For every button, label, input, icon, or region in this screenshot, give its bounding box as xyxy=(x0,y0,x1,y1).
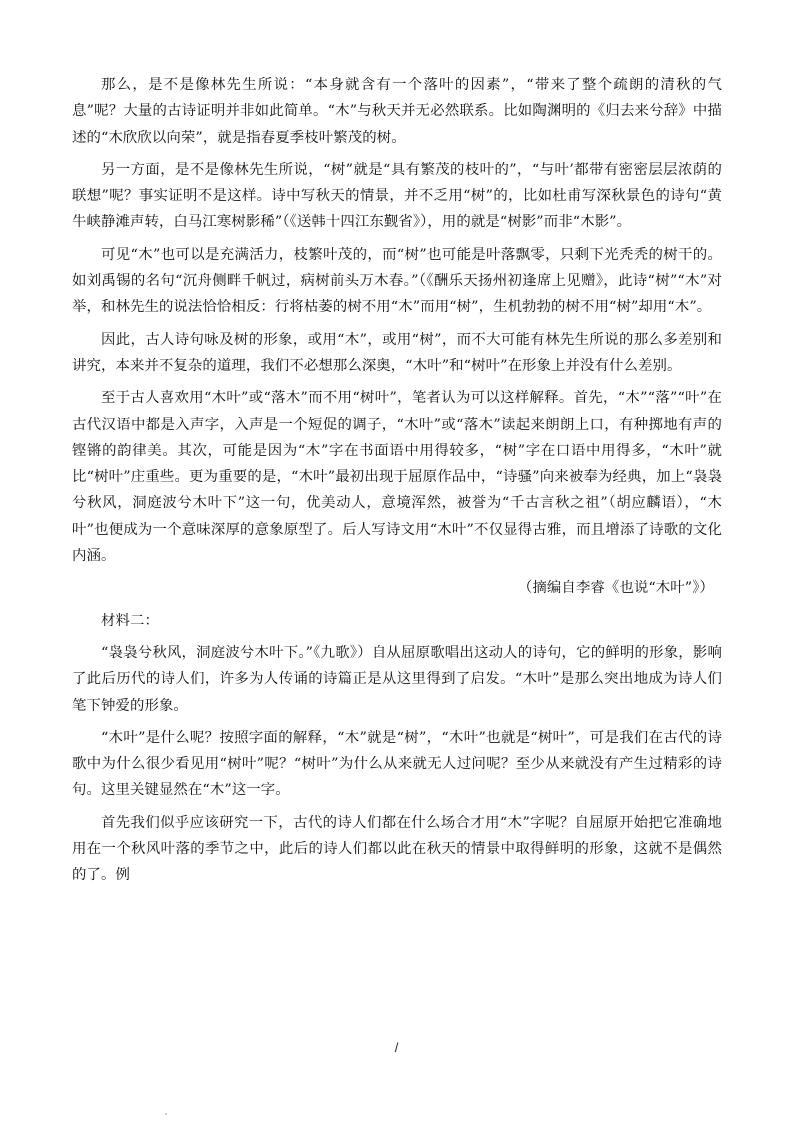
scan-speck xyxy=(165,1113,167,1115)
page-number: / xyxy=(394,1040,399,1055)
paragraph: “袅袅兮秋风，洞庭波兮木叶下。”《九歌》）自从屈原歌唱出这动人的诗句，它的鲜明的形象，影响了此后历代的诗人们，许多为人传诵的诗篇正是从这里得到了启发。“木叶”是那么突出地成为诗人们笔下钟爱的形象。 xyxy=(72,644,722,714)
paragraph: 首先我们似乎应该研究一下，古代的诗人们都在什么场合才用“木”字呢？自屈原开始把它准确地用在一个秋风叶落的季节之中，此后的诗人们都以此在秋天的情景中取得鲜明的形象，这就不是偶然的了。例 xyxy=(72,814,722,884)
document-body xyxy=(72,72,722,895)
section-heading-material-two: 材料二： xyxy=(101,612,159,629)
paragraph: “木叶”是什么呢？按照字面的解释，“木”就是“树”，“木叶”也就是“树叶”，可是我们在古代的诗歌中为什么很少看见用“树叶”呢？“树叶”为什么从来就无人过问呢？至少从来就没有产生过精彩的诗句。这里关键显然在“木”这一字。 xyxy=(72,729,722,799)
paragraph: 那么，是不是像林先生所说：“本身就含有一个落叶的因素”，“带来了整个疏朗的清秋的气息”呢？大量的古诗证明并非如此简单。“木”与秋天并无必然联系。比如陶渊明的《归去来兮辞》中描述的“木欣欣以向荣”，就是指春夏季枝叶繁茂的树。 xyxy=(72,77,722,146)
paragraph: 可见“木”也可以是充满活力，枝繁叶茂的，而“树”也可能是叶落飘零，只剩下光秃秃的树干的。如刘禹锡的名句“沉舟侧畔千帆过，病树前头万木春。”（《酬乐天扬州初逢席上见赠》，此诗“树”“木”对举，和林先生的说法恰恰相反：行将枯萎的树不用“木”而用“树”，生机勃勃的树不用“树”却用“木”。 xyxy=(72,246,722,316)
source-citation: （摘编自李睿《也说“木叶”》） xyxy=(517,580,714,597)
paragraph: 另一方面，是不是像林先生所说，“树”就是“具有繁茂的枝叶的”，“与叶’都带有密密层层浓荫的联想”呢？事实证明不是这样。诗中写秋天的情景，并不乏用“树”的，比如杜甫写深秋景色的诗句“黄牛峡静滩声转，白马江寒树影稀”（《送韩十四江东觐省》），用的就是“树影”而非“木影”。 xyxy=(72,161,722,231)
paragraph: 因此，古人诗句咏及树的形象，或用“木”，或用“树”，而不大可能有林先生所说的那么多差别和讲究，本来并不复杂的道理，我们不必想那么深奥，“木叶”和“树叶”在形象上并没有什么差别。 xyxy=(72,331,722,374)
paragraph: 至于古人喜欢用“木叶”或“落木”而不用“树叶”，笔者认为可以这样解释。首先，“木”“落”“叶”在古代汉语中都是入声字，入声是一个短促的调子，“木叶”或“落木”读起来朗朗上口，有种掷地有声的铿锵的韵律美。其次，可能是因为“木”字在书面语中用得较多，“树”字在口语中用得多，“木叶”就比“树叶”庄重些。更为重要的是，“木叶”最初出现于屈原作品中，“诗骚”向来被奉为经典，加上“袅袅兮秋风，洞庭波兮木叶下”这一句，优美动人，意境浑然，被誉为“千古言秋之祖”（胡应麟语），“木叶”也便成为一个意味深厚的意象原型了。后人写诗文用“木叶”不仅显得古雅，而且增添了诗歌的文化内涵。 xyxy=(72,390,722,565)
